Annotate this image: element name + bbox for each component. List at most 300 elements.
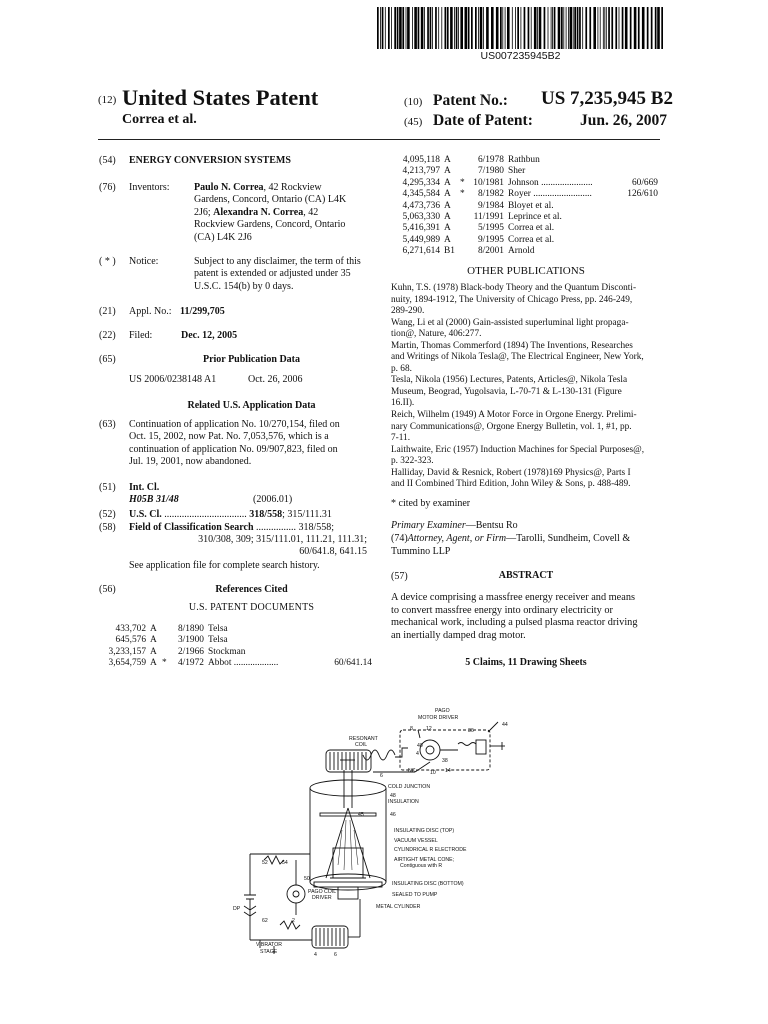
- barcode-bar: [507, 7, 510, 49]
- barcode-bar: [615, 7, 617, 49]
- notice-text: [194, 256, 374, 293]
- barcode-bar: [397, 7, 399, 49]
- reference-star: *: [162, 658, 167, 669]
- barcode-bar: [471, 7, 473, 49]
- inventor-1-address: , 42 Rockview: [263, 182, 322, 193]
- fig-label-airtight: AIRTIGHT METAL CONE;: [394, 857, 455, 863]
- barcode-bar: [573, 7, 574, 49]
- prior-code: (65): [99, 354, 116, 365]
- fig-label-cold-junction: COLD JUNCTION: [388, 784, 431, 790]
- reference-cls: 126/610: [627, 189, 658, 200]
- top-coil: [326, 750, 371, 772]
- reference-name: Arnold: [508, 246, 535, 257]
- continuation-line: Jul. 19, 2001, now abandoned.: [129, 456, 252, 468]
- int-cl-year: (2006.01): [253, 494, 293, 505]
- publication-line: tion@, Nature, 406:277.: [391, 329, 482, 340]
- barcode-bar: [598, 7, 599, 49]
- ref-62: 62: [262, 918, 268, 924]
- ref-45: 45: [358, 812, 364, 818]
- reference-date: 3/1900: [177, 635, 204, 646]
- barcode-bar: [391, 7, 392, 49]
- reference-no: 4,345,584: [402, 189, 440, 200]
- ref-44: 44: [502, 722, 508, 728]
- barcode-bar: [435, 7, 437, 49]
- header-rule: [98, 139, 660, 140]
- barcode-bar: [517, 7, 519, 49]
- fig-label-coil: COIL: [355, 742, 368, 748]
- publication-line: Kuhn, T.S. (1978) Black-body Theory and the Quantum Disconti-: [391, 283, 637, 293]
- barcode-bar: [563, 7, 564, 49]
- ref-12: 12: [426, 726, 432, 732]
- inventors-code: (76): [99, 182, 116, 193]
- reference-k: A: [150, 624, 157, 634]
- publication-line: Martin, Thomas Commerford (1894) The Inventions, Researches: [391, 340, 633, 351]
- publication-line: p. 322-323.: [391, 456, 434, 467]
- barcode: [377, 7, 664, 49]
- barcode-bar: [570, 7, 573, 49]
- notice-code: ( * ): [99, 256, 116, 267]
- barcode-bar: [478, 7, 479, 49]
- reference-name: Johnson ......................: [508, 177, 593, 188]
- reference-no: 5,063,330: [402, 212, 440, 222]
- reference-no: 645,576: [115, 635, 146, 646]
- reference-no: 5,449,989: [402, 234, 440, 245]
- reference-date: 8/1890: [177, 624, 204, 634]
- publication-line: and II Combined Third Edition, John Wiley & Sons, p. 488-489.: [391, 479, 631, 490]
- ref-48: 48: [390, 793, 396, 799]
- reference-date: 9/1984: [477, 200, 504, 211]
- inventor-2-address-line: Rockview Gardens, Concord, Ontario: [194, 219, 346, 231]
- barcode-bar: [574, 7, 576, 49]
- field-dots: ................: [253, 522, 297, 533]
- reference-name: Sher: [508, 166, 526, 177]
- filed-date: Dec. 12, 2005: [181, 330, 238, 341]
- reference-star: *: [460, 189, 465, 200]
- barcode-bar: [634, 7, 637, 49]
- other-publications-list: [391, 283, 663, 491]
- pago-coil-driver: [287, 885, 305, 903]
- reference-star: *: [460, 177, 465, 188]
- notice-line: patent is extended or adjusted under 35: [194, 268, 351, 280]
- r-electrode: [333, 848, 363, 878]
- barcode-bar: [445, 7, 447, 49]
- vibrator-resistor: [280, 921, 300, 929]
- barcode-bar: [496, 7, 499, 49]
- ref-8: 8: [410, 726, 413, 732]
- reference-no: 4,095,118: [402, 155, 440, 165]
- field-label: Field of Classification Search: [129, 522, 254, 533]
- barcode-bar: [661, 7, 663, 49]
- patent-title: ENERGY CONVERSION SYSTEMS: [129, 155, 291, 166]
- barcode-bar: [554, 7, 556, 49]
- barcode-bar: [579, 7, 581, 49]
- continuation-line: Oct. 15, 2002, now Pat. No. 7,053,576, which is a: [129, 431, 329, 443]
- reference-no: 4,473,736: [402, 200, 440, 211]
- inventor-2-address: , 42: [303, 206, 319, 218]
- inventor-short: Correa et al.: [122, 112, 197, 127]
- fig-label-pago: PAGO: [435, 708, 450, 714]
- barcode-bar: [561, 7, 563, 49]
- reference-name: Abbot ...................: [208, 658, 279, 669]
- barcode-bar: [622, 7, 624, 49]
- barcode-bar: [385, 7, 386, 49]
- barcode-bar: [566, 7, 567, 49]
- reference-k: A: [444, 212, 451, 222]
- us-cl-secondary: ; 315/111.31: [282, 509, 332, 520]
- reference-name: Royer .........................: [508, 189, 592, 200]
- barcode-bar: [382, 7, 384, 49]
- field-code: (58): [99, 522, 116, 533]
- field-note: See application file for complete search history.: [129, 560, 320, 571]
- ref-38: 38: [442, 758, 448, 764]
- barcode-bar: [589, 7, 591, 49]
- code-45: (45): [404, 116, 423, 128]
- ref-2: 2: [292, 918, 295, 924]
- appl-number: 11/299,705: [180, 306, 225, 317]
- barcode-bar: [454, 7, 455, 49]
- barcode-bar: [544, 7, 546, 49]
- appl-label: Appl. No.:: [129, 306, 172, 317]
- reference-name: Rathbun: [508, 155, 540, 165]
- barcode-bar: [441, 7, 442, 49]
- publication-line: Museum, Beograd, Yugolsavia, L-70-71 & L-130-131 (Figure: [391, 386, 622, 397]
- reference-k: B1: [444, 246, 455, 257]
- fig-label-disc-top: INSULATING DISC (TOP): [394, 828, 455, 834]
- date-of-patent: Jun. 26, 2007: [580, 112, 667, 129]
- ref-50: 50: [304, 876, 310, 882]
- bottom-coil: [312, 926, 348, 948]
- fig-label-insulation: INSULATION: [388, 799, 419, 805]
- inventor-1-name: Paulo N. Correa: [194, 182, 264, 193]
- ref-36: 36: [468, 728, 474, 734]
- inventors-label: Inventors:: [129, 182, 170, 193]
- barcode-bar: [465, 7, 468, 49]
- continuation-line: continuation of application No. 09/907,823, filed on: [129, 443, 338, 455]
- barcode-bar: [655, 7, 657, 49]
- reference-name: Correa et al.: [508, 234, 555, 245]
- publication-line: 289-290.: [391, 306, 425, 317]
- barcode-bar: [456, 7, 458, 49]
- date-of-patent-label: Date of Patent:: [433, 112, 533, 129]
- barcode-bar: [521, 7, 522, 49]
- reference-cls: 60/641.14: [334, 658, 372, 669]
- barcode-bar: [642, 7, 645, 49]
- barcode-bar: [638, 7, 640, 49]
- barcode-bar: [438, 7, 439, 49]
- inventor-2-name: Alexandra N. Correa: [213, 206, 304, 218]
- motor-rotor: [426, 746, 434, 754]
- patent-figure: [230, 700, 520, 962]
- barcode-bar: [486, 7, 489, 49]
- barcode-bar: [611, 7, 613, 49]
- publication-line: Tesla, Nikola (1956) Lectures, Patents, Articles@, Nikola Tesla: [391, 375, 628, 386]
- reference-k: A: [444, 177, 451, 188]
- publication-line: nary Communications@, Orgone Energy Bulletin, vol. 1, #1, pp.: [391, 421, 632, 432]
- barcode-bar: [593, 7, 596, 49]
- abstract-line: mechanical work, including a pulsed plasma reactor driving: [391, 617, 638, 629]
- reference-cls: 60/669: [631, 177, 658, 188]
- references-heading: References Cited: [215, 584, 288, 595]
- claims-sheets: 5 Claims, 11 Drawing Sheets: [465, 657, 587, 668]
- patent-number: US 7,235,945 B2: [541, 88, 673, 109]
- abstract-code: (57): [391, 571, 408, 582]
- prior-publication-number: US 2006/0238148 A1: [129, 374, 217, 385]
- barcode-bar: [558, 7, 561, 49]
- barcode-bar: [380, 7, 381, 49]
- publication-line: nuity, 1894-1912, The University of Chicago Press, pp. 246-249,: [391, 294, 633, 305]
- reference-date: 6/1978: [477, 155, 504, 165]
- attorney-name: —Tarolli, Sundheim, Covell &: [506, 533, 631, 544]
- continuation-line: Continuation of application No. 10/270,154, filed on: [129, 419, 340, 430]
- pump-seal: [338, 887, 358, 899]
- other-publications-heading: OTHER PUBLICATIONS: [467, 265, 585, 277]
- insulating-disc-bottom: [314, 882, 382, 887]
- filed-code: (22): [99, 330, 116, 341]
- ref-14: 14: [445, 768, 451, 774]
- publication-line: 7-11.: [391, 433, 411, 444]
- barcode-bar: [539, 7, 542, 49]
- fig-label-motor-driver: MOTOR DRIVER: [418, 715, 459, 721]
- barcode-bar: [582, 7, 583, 49]
- reference-no: 4,295,334: [402, 177, 440, 188]
- barcode-bar: [414, 7, 417, 49]
- barcode-bar: [528, 7, 530, 49]
- barcode-bar: [421, 7, 424, 49]
- abstract-line: an inertially damped drag motor.: [391, 629, 526, 641]
- abstract-heading: ABSTRACT: [498, 570, 554, 581]
- barcode-bar: [458, 7, 459, 49]
- barcode-bar: [468, 7, 470, 49]
- code-10: (10): [404, 96, 423, 108]
- barcode-bar: [619, 7, 620, 49]
- us-cl-label: U.S. Cl.: [129, 509, 162, 520]
- barcode-number: US007235945B2: [480, 50, 561, 62]
- barcode-bar: [407, 7, 410, 49]
- references-code: (56): [99, 584, 116, 595]
- attorney-name-line2: Tummino LLP: [391, 546, 451, 557]
- barcode-bar: [480, 7, 483, 49]
- inventor-1-address-line: Gardens, Concord, Ontario (CA) L4K: [194, 194, 347, 206]
- field-values: [129, 534, 367, 559]
- publication-line: Reich, Wilhelm (1949) A Motor Force in Orgone Energy. Prelimi-: [391, 410, 637, 421]
- barcode-bar: [450, 7, 453, 49]
- ref-46: 46: [390, 812, 396, 818]
- reference-name: Stockman: [208, 646, 246, 657]
- vessel-top: [310, 780, 386, 796]
- reference-date: 5/1995: [477, 223, 504, 234]
- reference-name: Bloyet et al.: [508, 200, 554, 211]
- reference-name: Leprince et al.: [508, 212, 562, 222]
- barcode-bar: [491, 7, 494, 49]
- appl-code: (21): [99, 306, 116, 317]
- barcode-bar: [394, 7, 396, 49]
- reference-k: A: [150, 658, 157, 669]
- fig-label-dp: DP: [233, 906, 241, 912]
- fig-label-contiguous: Contiguous with R: [400, 863, 443, 869]
- reference-no: 433,702: [115, 624, 146, 634]
- inventor-1-postal: 2J6;: [194, 206, 214, 218]
- barcode-bar: [657, 7, 660, 49]
- ref-10: 10: [430, 770, 436, 776]
- reference-date: 9/1995: [477, 234, 504, 245]
- prior-publication-heading: Prior Publication Data: [202, 354, 301, 365]
- barcode-bar: [647, 7, 649, 49]
- reference-date: 10/1981: [473, 177, 504, 188]
- barcode-bar: [524, 7, 526, 49]
- resonant-coil-windings: [363, 750, 395, 760]
- reference-no: 6,271,614: [402, 246, 440, 257]
- publication-line: Laithwaite, Eric (1957) Induction Machines for Special Purposes@,: [391, 444, 645, 455]
- barcode-bar: [568, 7, 569, 49]
- attorney-label: Attorney, Agent, or Firm: [407, 533, 507, 544]
- primary-examiner-name: —Bentsu Ro: [465, 520, 518, 531]
- notice-label: Notice:: [129, 256, 159, 267]
- reference-date: 8/1982: [477, 189, 504, 200]
- notice-line: U.S.C. 154(b) by 0 days.: [194, 280, 294, 292]
- continuation-code: (63): [99, 419, 116, 430]
- publication-line: 16.II).: [391, 398, 415, 409]
- cited-by-examiner: * cited by examiner: [391, 498, 471, 509]
- barcode-bar: [606, 7, 607, 49]
- field-value: 318/558;: [298, 522, 335, 533]
- barcode-bar: [537, 7, 538, 49]
- kind-code: (12): [98, 94, 117, 106]
- barcode-bar: [483, 7, 484, 49]
- motor-circle: [420, 740, 440, 760]
- fig-label-disc-bottom: INSULATING DISC (BOTTOM): [392, 881, 464, 887]
- reference-date: 2/1966: [177, 646, 204, 657]
- fig-label-sealed: SEALED TO PUMP: [392, 892, 438, 898]
- reference-k: A: [150, 646, 157, 657]
- reference-date: 8/2001: [477, 246, 504, 257]
- reference-k: A: [444, 155, 451, 165]
- barcode-bar: [430, 7, 432, 49]
- primary-examiner-label: Primary Examiner: [391, 520, 466, 531]
- barcode-bar: [651, 7, 653, 49]
- us-patent-documents-heading: U.S. PATENT DOCUMENTS: [188, 602, 315, 613]
- barcode-bar: [531, 7, 532, 49]
- reference-date: 11/1991: [473, 212, 504, 222]
- barcode-bar: [406, 7, 407, 49]
- patent-number-label: Patent No.:: [433, 92, 508, 109]
- ref-4-bottom: 4: [314, 952, 317, 958]
- fig-label-resonant: RESONANT: [349, 736, 378, 742]
- barcode-bar: [418, 7, 420, 49]
- reference-date: 7/1980: [477, 166, 504, 177]
- prior-publication-date: Oct. 26, 2006: [248, 374, 303, 385]
- barcode-bar: [585, 7, 587, 49]
- reference-date: 4/1972: [177, 658, 204, 669]
- publication-line: Halliday, David & Resnick, Robert (1978)169 Physics@, Parts I: [391, 467, 631, 478]
- title-code: (54): [99, 155, 116, 166]
- fig-label-vacuum: VACUUM VESSEL: [394, 838, 438, 844]
- barcode-bar: [515, 7, 516, 49]
- continuation-text: [129, 419, 375, 469]
- barcode-bar: [432, 7, 433, 49]
- motor-spring: [458, 743, 476, 746]
- ref-6-bottom: 6: [334, 952, 337, 958]
- barcode-bar: [551, 7, 552, 49]
- int-cl-code: (51): [99, 482, 116, 493]
- reference-k: A: [444, 166, 451, 177]
- barcode-bar: [603, 7, 604, 49]
- reference-k: A: [444, 200, 451, 211]
- fig-label-pago-coil: PAGO COIL: [308, 889, 337, 895]
- reference-k: A: [150, 635, 157, 646]
- barcode-bar: [388, 7, 390, 49]
- publication-line: p. 68.: [391, 363, 412, 374]
- ref-4: 4: [416, 751, 419, 757]
- abstract-text: [391, 592, 663, 642]
- barcode-bar: [500, 7, 502, 49]
- reference-name: Telsa: [208, 624, 228, 634]
- barcode-bar: [412, 7, 413, 49]
- fig-label-cyl-electrode: CYLINDRICAL R ELECTRODE: [394, 847, 467, 853]
- fig-label-stage: STAGE: [260, 949, 278, 955]
- field-line: 310/308, 309; 315/111.01, 111.21, 111.31;: [198, 534, 367, 545]
- barcode-bar: [604, 7, 605, 49]
- attorney-code: (74): [391, 533, 408, 544]
- reference-k: A: [444, 234, 451, 245]
- abstract-line: A device comprising a massfree energy receiver and means: [391, 592, 635, 603]
- ref-6: 6: [380, 773, 383, 779]
- barcode-bar: [577, 7, 579, 49]
- barcode-bar: [402, 7, 404, 49]
- barcode-bar: [475, 7, 477, 49]
- barcode-bar: [460, 7, 463, 49]
- inventor-2-postal: (CA) L4K 2J6: [194, 231, 252, 243]
- int-cl-label: Int. Cl.: [129, 482, 160, 493]
- motor-battery: [476, 740, 486, 754]
- barcode-bar: [534, 7, 537, 49]
- publication-line: and Writings of Nikola Tesla@, The Electrical Engineer, New York,: [391, 352, 644, 363]
- barcode-bar: [552, 7, 553, 49]
- fig-label-nc: NC: [408, 768, 416, 774]
- fig-label-metal-cylinder: METAL CYLINDER: [376, 904, 421, 910]
- reference-no: 3,654,759: [108, 658, 146, 669]
- insulating-disc-top: [320, 813, 376, 816]
- field-line: 60/641.8, 641.15: [299, 546, 367, 558]
- publication-line: Wang, Li et al (2000) Gain-assisted superluminal light propaga-: [391, 317, 629, 328]
- filed-label: Filed:: [129, 330, 153, 341]
- barcode-bar: [399, 7, 402, 49]
- barcode-bar: [608, 7, 610, 49]
- barcode-bar: [447, 7, 449, 49]
- reference-name: Telsa: [208, 635, 228, 646]
- notice-line: Subject to any disclaimer, the term of this: [194, 256, 361, 267]
- ref-40: 40: [417, 743, 423, 749]
- inventors-block: [194, 182, 374, 244]
- barcode-bar: [600, 7, 601, 49]
- reference-k: A: [444, 223, 451, 234]
- barcode-bar: [625, 7, 628, 49]
- fig-label-vibrator: VIBRATOR: [256, 942, 283, 948]
- barcode-bar: [427, 7, 429, 49]
- reference-no: 4,213,797: [402, 166, 440, 177]
- reference-no: 3,233,157: [108, 646, 146, 657]
- us-cl-primary: 318/558: [249, 509, 283, 520]
- barcode-bar: [548, 7, 549, 49]
- us-cl-code: (52): [99, 509, 116, 520]
- barcode-bar: [505, 7, 506, 49]
- barcode-bar: [512, 7, 513, 49]
- barcode-bar: [502, 7, 503, 49]
- ref-52: 52: [262, 860, 268, 866]
- int-cl-class: H05B 31/48: [129, 494, 179, 505]
- us-cl-dots: .................................: [161, 509, 247, 520]
- reference-name: Correa et al.: [508, 223, 555, 234]
- abstract-line: to convert massfree energy into ordinary electricity or: [391, 604, 613, 616]
